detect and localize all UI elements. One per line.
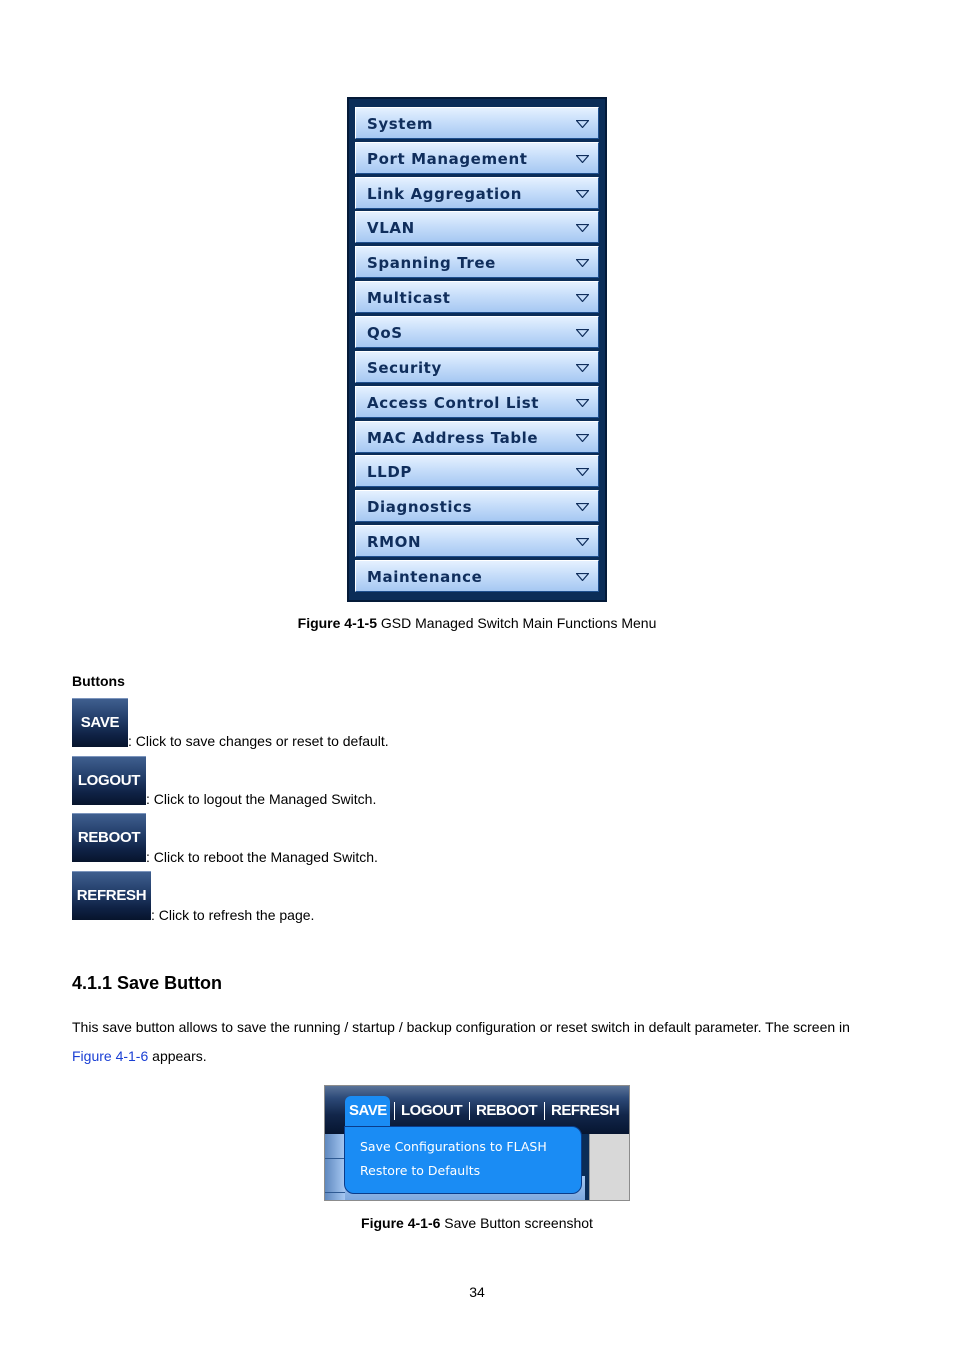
menu-item-port-management[interactable] [355, 142, 599, 174]
reboot-button-description: : Click to reboot the Managed Switch. [146, 849, 378, 865]
content-area [589, 1134, 630, 1201]
triangle-down-icon [576, 294, 589, 302]
triangle-down-icon [576, 364, 589, 372]
menu-item-label: Link Aggregation [367, 185, 522, 203]
figure-caption-4-1-6 [0, 1215, 954, 1231]
page-number: 34 [469, 1284, 485, 1300]
triangle-down-icon [576, 468, 589, 476]
menu-item-label: Spanning Tree [367, 254, 496, 272]
tab-separator [469, 1102, 470, 1120]
menu-item-link-aggregation[interactable] [355, 177, 599, 209]
refresh-button-description: : Click to refresh the page. [151, 907, 315, 923]
section-paragraph-line2 [72, 1048, 207, 1064]
menu-item-label: Access Control List [367, 394, 540, 412]
save-dropdown-menu [344, 1126, 582, 1194]
figure-caption-4-1-5 [0, 615, 954, 631]
tab-separator [544, 1102, 545, 1120]
menu-item-system[interactable] [355, 107, 599, 139]
logout-tab[interactable]: LOGOUT [401, 1102, 463, 1119]
save-tab[interactable]: SAVE [349, 1102, 387, 1119]
triangle-down-icon [576, 155, 589, 163]
save-button-screenshot [324, 1085, 630, 1201]
menu-item-label: Diagnostics [367, 498, 473, 516]
menu-item-rmon[interactable] [355, 525, 599, 557]
menu-item-qos[interactable] [355, 316, 599, 348]
menu-item-access-control-list[interactable] [355, 386, 599, 418]
logout-button-image: LOGOUT [72, 756, 146, 805]
menu-item-label: System [367, 115, 434, 133]
section-heading: 4.1.1 Save Button [72, 973, 223, 993]
triangle-down-icon [576, 224, 589, 232]
triangle-down-icon [576, 190, 589, 198]
refresh-button-image: REFRESH [72, 871, 151, 920]
menu-item-security[interactable] [355, 351, 599, 383]
menu-item-label: Multicast [367, 289, 451, 307]
menu-item-label: Maintenance [367, 568, 483, 586]
menu-item-maintenance[interactable] [355, 560, 599, 592]
triangle-down-icon [576, 434, 589, 442]
triangle-down-icon [576, 573, 589, 581]
tab-separator [394, 1102, 395, 1120]
figure-text: GSD Managed Switch Main Functions Menu [377, 615, 657, 631]
menu-item-vlan[interactable] [355, 211, 599, 243]
figure-number: Figure 4-1-5 [297, 615, 377, 631]
menu-item-label: RMON [367, 533, 422, 551]
reboot-tab[interactable]: REBOOT [476, 1102, 538, 1119]
menu-item-label: LLDP [367, 463, 412, 481]
triangle-down-icon [576, 259, 589, 267]
main-functions-menu [347, 97, 607, 602]
logout-button-description: : Click to logout the Managed Switch. [146, 791, 377, 807]
menu-item-label: QoS [367, 324, 403, 342]
save-configurations-to-flash-option[interactable]: Save Configurations to FLASH [360, 1139, 547, 1154]
restore-to-defaults-option[interactable]: Restore to Defaults [360, 1163, 481, 1178]
menu-item-multicast[interactable] [355, 281, 599, 313]
figure-number: Figure 4-1-6 [361, 1215, 441, 1231]
menu-item-mac-address-table[interactable] [355, 421, 599, 453]
figure-link[interactable]: Figure 4-1-6 [72, 1048, 149, 1064]
buttons-section-title: Buttons [72, 673, 125, 689]
section-paragraph-line1: This save button allows to save the running / startup / backup configuration or reset switch in default parameter. The screen in [72, 1019, 850, 1035]
menu-strip [325, 1134, 345, 1201]
save-button-image: SAVE [72, 698, 128, 747]
triangle-down-icon [576, 538, 589, 546]
menu-item-lldp[interactable] [355, 455, 599, 487]
paragraph-text: appears. [148, 1048, 207, 1064]
triangle-down-icon [576, 503, 589, 511]
reboot-button-image: REBOOT [72, 813, 146, 862]
menu-item-label: Port Management [367, 150, 528, 168]
triangle-down-icon [576, 399, 589, 407]
triangle-down-icon [576, 329, 589, 337]
menu-item-diagnostics[interactable] [355, 490, 599, 522]
menu-item-label: MAC Address Table [367, 429, 539, 447]
menu-item-label: Security [367, 359, 442, 377]
menu-item-spanning-tree[interactable] [355, 246, 599, 278]
menu-item-label: VLAN [367, 219, 415, 237]
save-button-description: : Click to save changes or reset to default. [128, 733, 389, 749]
triangle-down-icon [576, 120, 589, 128]
figure-text: Save Button screenshot [440, 1215, 593, 1231]
refresh-tab[interactable]: REFRESH [551, 1102, 620, 1119]
